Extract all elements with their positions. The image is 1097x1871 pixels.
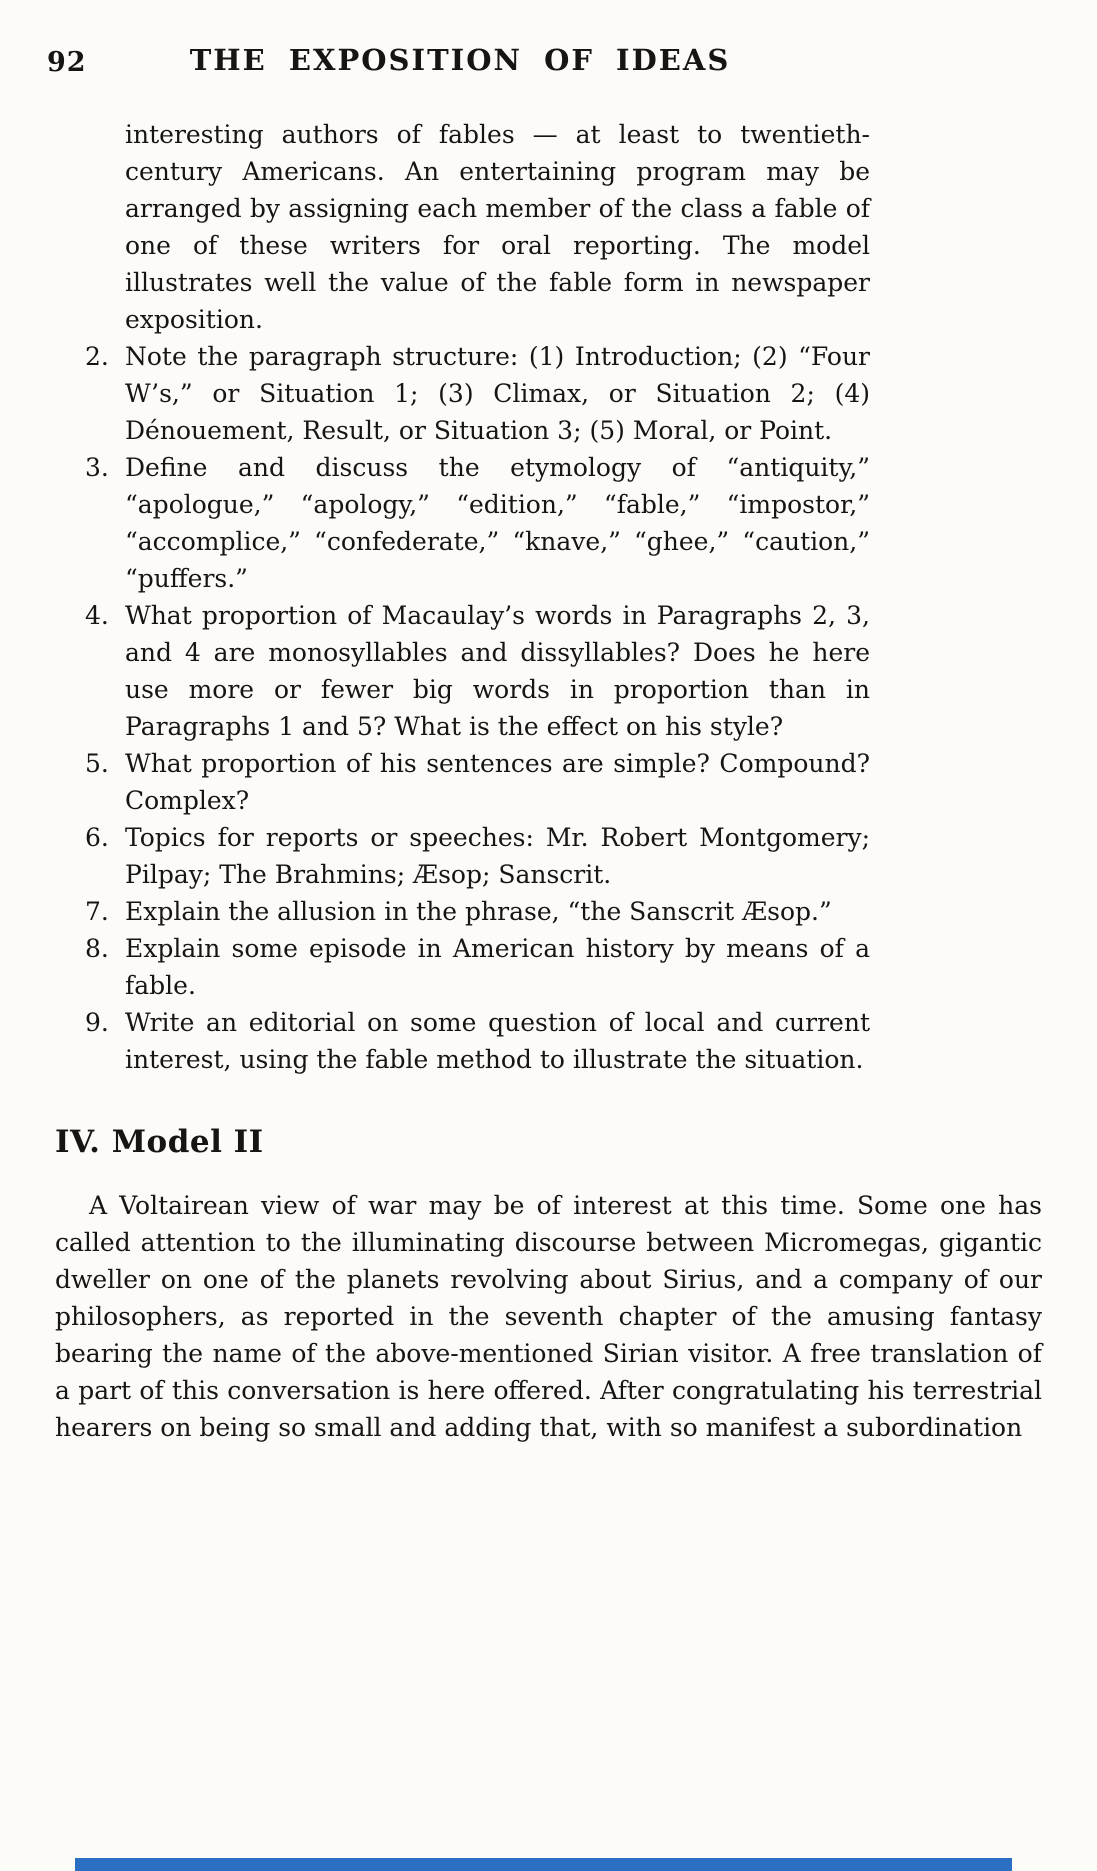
item-text: Define and discuss the etymology of “antiquity,” “apologue,” “apology,” “edition,” “fable,” “impostor,” “accomplice,” “confederate,” “knave,” “ghee,” “caution,” “puffers.” <box>125 453 870 593</box>
exercise-list <box>85 338 870 1078</box>
page-header-title: THE EXPOSITION OF IDEAS <box>189 43 731 77</box>
item-number: 5. <box>85 749 109 778</box>
list-item <box>85 745 870 819</box>
item-text: Explain the allusion in the phrase, “the Sanscrit Æsop.” <box>125 897 832 926</box>
item-number: 4. <box>85 601 109 630</box>
list-item <box>85 338 870 449</box>
item-text: Explain some episode in American history by means of a fable. <box>125 934 870 1000</box>
list-item <box>85 597 870 745</box>
item-text: Note the paragraph structure: (1) Introduction; (2) “Four W’s,” or Situation 1; (3) Climax, or Situation 2; (4) Dénouement, Result, or Situation 3; (5) Moral, or Point. <box>125 342 870 445</box>
scan-highlight-bar <box>75 1858 1012 1871</box>
list-item <box>85 893 870 930</box>
body-paragraph: A Voltairean view of war may be of interest at this time. Some one has called attention to the illuminating discourse between Micromegas, gigantic dweller on one of the planets revolving about Sirius, and a company of our philosophers, as reported in the seventh chapter of the amusing fantasy bearing the name of the above-mentioned Sirian visitor. A free translation of a part of this conversation is here offered. After congratulating his terrestrial hearers on being so small and adding that, with so manifest a subordination <box>55 1190 1042 1442</box>
exercise-list-block <box>85 116 870 1078</box>
item-number: 7. <box>85 897 109 926</box>
item-text: Topics for reports or speeches: Mr. Robert Montgomery; Pilpay; The Brahmins; Æsop; Sanscrit. <box>125 823 870 889</box>
item-number: 2. <box>85 342 109 371</box>
item-number: 6. <box>85 823 109 852</box>
page-number: 92 <box>47 47 87 78</box>
item-text: Write an editorial on some question of local and current interest, using the fable method to illustrate the situation. <box>125 1008 870 1074</box>
list-item <box>85 1004 870 1078</box>
list-item <box>85 819 870 893</box>
list-item <box>85 449 870 597</box>
running-head <box>47 42 1042 98</box>
exercise-item-continuation: interesting authors of fables — at least to twentieth-century Americans. An entertaining program may be arranged by assigning each member of the class a fable of one of these writers for oral reporting. The model illustrates well the value of the fable form in newspaper exposition. <box>125 120 870 334</box>
item-number: 8. <box>85 934 109 963</box>
list-item <box>85 930 870 1004</box>
section-heading: IV. Model II <box>55 1124 264 1160</box>
item-number: 3. <box>85 453 109 482</box>
item-number: 9. <box>85 1008 109 1037</box>
item-text: What proportion of Macaulay’s words in Paragraphs 2, 3, and 4 are monosyllables and dissyllables? Does he here use more or fewer big words in proportion than in Paragraphs 1 and 5? What is the effect on his style? <box>125 601 870 741</box>
item-text: What proportion of his sentences are simple? Compound? Complex? <box>125 749 870 815</box>
